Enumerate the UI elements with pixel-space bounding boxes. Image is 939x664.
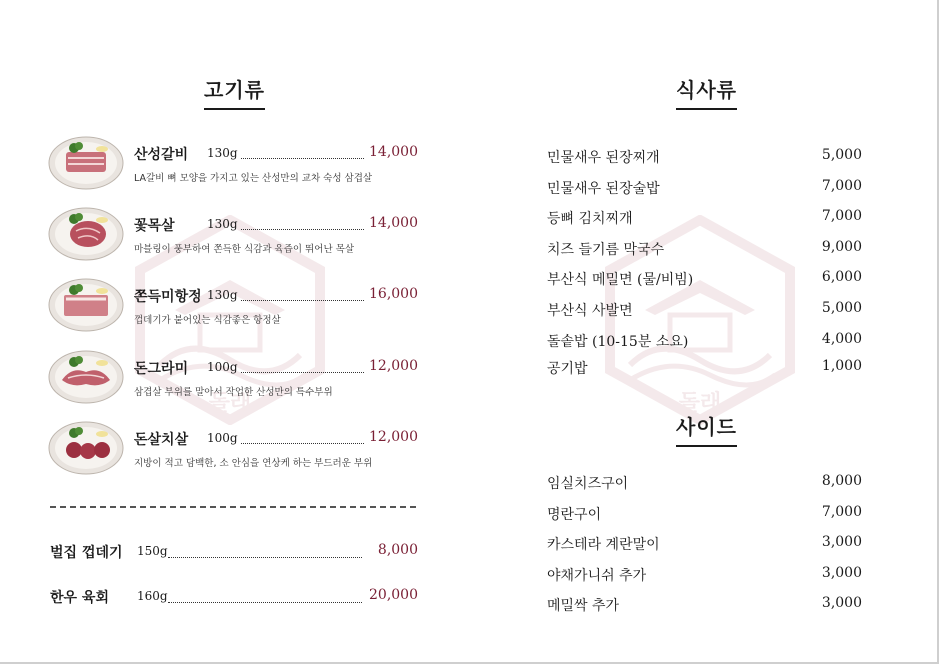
svg-text:돌래: 돌래	[678, 391, 722, 416]
meal-item-name: 공기밥	[547, 361, 588, 377]
meat-item-weight: 130g	[207, 146, 238, 160]
side-item-name: 메밀싹 추가	[547, 598, 620, 614]
title-underline	[204, 108, 265, 110]
meat-item-price: 14,000	[369, 215, 418, 231]
meat-item-weight: 130g	[207, 288, 238, 302]
meal-item-price: 7,000	[821, 208, 862, 224]
meal-item-price: 7,000	[821, 178, 862, 194]
meat-item-price: 12,000	[369, 358, 418, 374]
dot-leader	[168, 549, 362, 558]
svg-text:돌래: 돌래	[208, 391, 252, 416]
side-item-name: 임실치즈구이	[547, 476, 629, 492]
dot-leader	[241, 364, 364, 373]
meal-item-price: 6,000	[821, 269, 862, 285]
meal-item	[547, 239, 862, 261]
side-section-title	[676, 411, 737, 440]
meal-item-price: 1,000	[821, 358, 862, 374]
meat-item-price: 16,000	[369, 286, 418, 302]
meal-item	[547, 331, 862, 353]
meat-item-price: 12,000	[369, 429, 418, 445]
dot-leader	[241, 292, 364, 301]
meat-item-name: 쫀득미항정	[134, 289, 202, 305]
meal-item-name: 부산식 메밀면 (물/비빔)	[547, 272, 694, 288]
side-item	[547, 473, 862, 495]
meal-item	[547, 178, 862, 200]
side-item-name: 카스테라 계란말이	[547, 537, 660, 553]
meal-item	[547, 358, 862, 380]
side-section-title-text: 사이드	[676, 415, 737, 439]
side-item	[547, 534, 862, 556]
side-item	[547, 595, 862, 617]
meat-item-weight: 130g	[207, 217, 238, 231]
meal-item-name: 등뼈 김치찌개	[547, 211, 633, 227]
side-item-price: 8,000	[821, 473, 862, 489]
meal-item-price: 5,000	[821, 300, 862, 316]
meal-item-name: 돌솥밥 (10-15분 소요)	[547, 334, 689, 350]
meal-item	[547, 269, 862, 291]
meal-item-price: 9,000	[821, 239, 862, 255]
meat-item	[48, 136, 418, 198]
meat-item-description: LA갈비 뼈 모양을 가지고 있는 산성만의 교차 숙성 삼겹살	[134, 173, 373, 184]
side-item-name: 명란구이	[547, 507, 602, 523]
dot-leader	[241, 435, 364, 444]
dot-leader	[241, 150, 364, 159]
meal-item	[547, 300, 862, 322]
meal-item	[547, 208, 862, 230]
meal-section-title	[676, 74, 737, 103]
title-underline	[676, 108, 737, 110]
extra-item	[50, 542, 418, 566]
side-item-price: 3,000	[821, 565, 862, 581]
meat-item-weight: 100g	[207, 431, 238, 445]
meal-item-price: 5,000	[821, 147, 862, 163]
extra-item-name: 한우 육회	[50, 590, 109, 606]
title-underline	[676, 445, 737, 447]
meal-item-price: 4,000	[821, 331, 862, 347]
meat-item-weight: 100g	[207, 360, 238, 374]
meat-item-name: 꽃목살	[134, 218, 175, 234]
meat-section-title	[204, 74, 265, 103]
meat-item	[48, 350, 418, 412]
meat-item-name: 돈살치살	[134, 432, 189, 448]
extra-item-price: 8,000	[377, 542, 418, 558]
side-item-price: 3,000	[821, 595, 862, 611]
dot-leader	[168, 594, 362, 603]
side-item-name: 야채가니쉬 추가	[547, 568, 647, 584]
side-item	[547, 565, 862, 587]
meat-item-description: 껍데기가 붙어있는 식감좋은 항정살	[134, 315, 281, 326]
meat-item	[48, 278, 418, 340]
side-item	[547, 504, 862, 526]
meal-item-name: 민물새우 된장찌개	[547, 150, 660, 166]
meat-item-price: 14,000	[369, 144, 418, 160]
dot-leader	[241, 221, 364, 230]
section-divider	[50, 506, 416, 508]
extra-item-price: 20,000	[369, 587, 418, 603]
meal-item-name: 민물새우 된장술밥	[547, 181, 660, 197]
side-item-price: 7,000	[821, 504, 862, 520]
meal-item-name: 치즈 들기름 막국수	[547, 242, 665, 258]
meat-item	[48, 421, 418, 483]
meat-section-title-text: 고기류	[204, 78, 265, 102]
extra-item	[50, 587, 418, 611]
meat-item	[48, 207, 418, 269]
meat-item-description: 삼겹살 부위를 말아서 작업한 산성만의 특수부위	[134, 387, 333, 398]
extra-item-weight: 160g	[137, 589, 168, 603]
meal-item	[547, 147, 862, 169]
meal-section-title-text: 식사류	[676, 78, 737, 102]
meat-item-description: 지방이 적고 담백한, 소 안심을 연상케 하는 부드러운 부위	[134, 458, 373, 469]
meat-item-description: 마블링이 풍부하여 쫀득한 식감과 육즙이 뛰어난 목살	[134, 244, 355, 255]
side-item-price: 3,000	[821, 534, 862, 550]
meat-item-name: 산성갈비	[134, 147, 189, 163]
meat-item-name: 돈그라미	[134, 361, 189, 377]
extra-item-weight: 150g	[137, 544, 168, 558]
meal-item-name: 부산식 사발면	[547, 303, 633, 319]
extra-item-name: 벌집 껍데기	[50, 545, 123, 561]
